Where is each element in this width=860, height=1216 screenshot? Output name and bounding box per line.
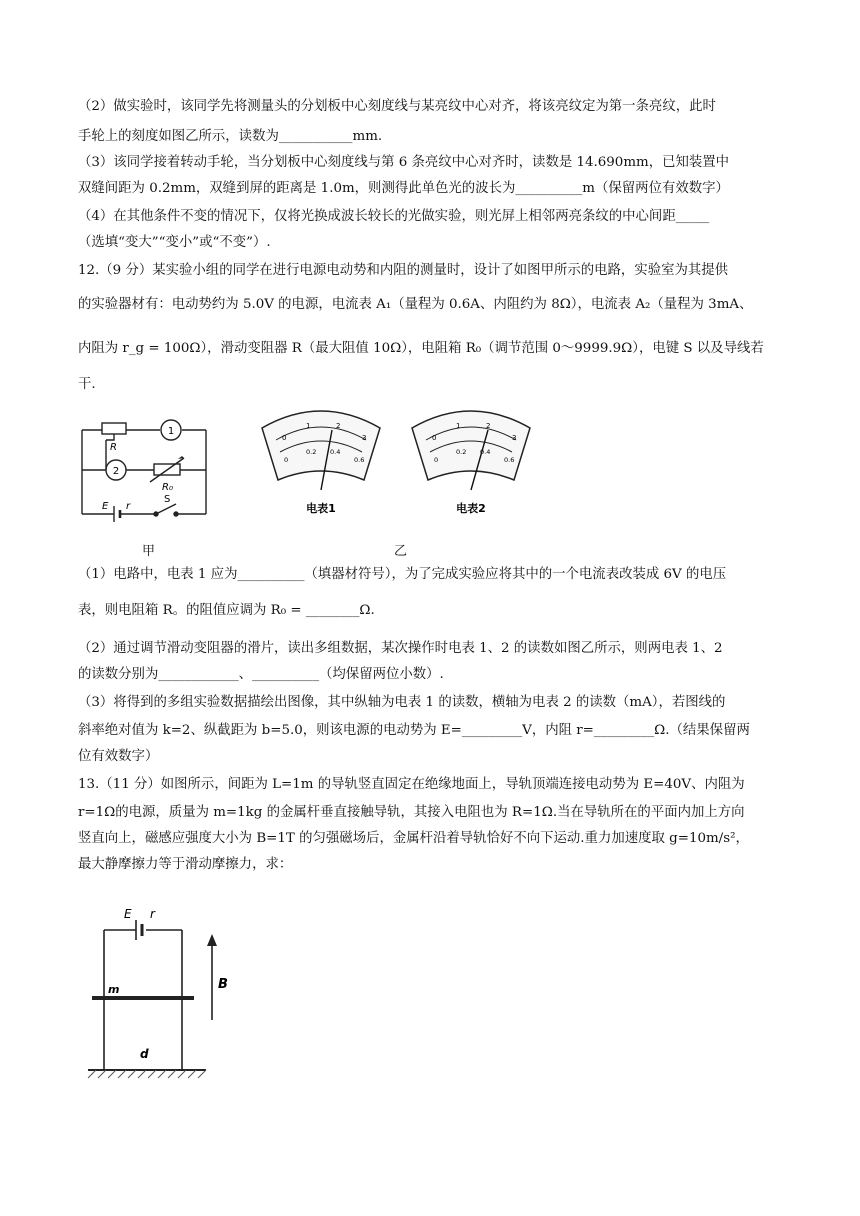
q12-sub2-line2: 的读数分别为____________、__________（均保留两位小数）.: [78, 667, 444, 682]
m2-bot-2: 0.4: [480, 448, 491, 456]
meter-1: [262, 411, 380, 515]
figure-caption-yi: 乙: [394, 544, 408, 559]
meter1-label: 电表1: [306, 502, 336, 515]
q13-label-m: m: [108, 983, 120, 996]
m2-bot-0: 0: [434, 456, 439, 464]
q12-stem-line1: 12.（9 分）某实验小组的同学在进行电源电动势和内阻的测量时，设计了如图甲所示的电路，实验室为其提供: [78, 263, 729, 278]
label-S: S: [164, 494, 171, 505]
m2-bot-3: 0.6: [504, 456, 515, 464]
m1-bot-0: 0: [284, 456, 289, 464]
m1-bot-3: 0.6: [354, 456, 365, 464]
meter2-label: 电表2: [456, 502, 486, 515]
label-E: E: [102, 501, 109, 512]
m2-top-0: 0: [432, 434, 437, 442]
q12-sub2-line1: （2）通过调节滑动变阻器的滑片，读出多组数据，某次操作时电表 1、2 的读数如图乙所示，则两电表 1、2: [78, 641, 723, 656]
q12-stem-line4: 干.: [78, 377, 96, 392]
q13-stem-line2: r=1Ω的电源，质量为 m=1kg 的金属杆垂直接触导轨，其接入电阻也为 R=1Ω.当在导轨所在的平面内加上方向: [78, 805, 745, 820]
m1-bot-2: 0.4: [330, 448, 341, 456]
label-r: r: [126, 501, 131, 512]
m1-top-0: 0: [282, 434, 287, 442]
q11-part2-line2: 手轮上的刻度如图乙所示，读数为___________mm.: [78, 129, 383, 144]
m2-top-3: 3: [512, 434, 517, 442]
q11-part4-line2: （选填“变大”“变小”或“不变”）.: [78, 235, 271, 250]
q12-stem-line3: 内阻为 r_g = 100Ω），滑动变阻器 R（最大阻值 10Ω），电阻箱 R₀（调节范围 0～9999.9Ω），电键 S 以及导线若: [78, 341, 764, 356]
q13-label-r: r: [150, 907, 155, 921]
q11-part3-line2: 双缝间距为 0.2mm，双缝到屏的距离是 1.0m，则测得此单色光的波长为__________m（保留两位有效数字）: [78, 181, 729, 196]
m2-top-1: 1: [456, 422, 461, 430]
b-field-arrow-icon: [207, 934, 217, 946]
q13-label-E: E: [124, 907, 132, 921]
q12-sub3-line1: （3）将得到的多组实验数据描绘出图像，其中纵轴为电表 1 的读数，横轴为电表 2 的读数（mA），若图线的: [78, 695, 726, 710]
ground-hatch: [88, 1070, 206, 1078]
q11-part3-line1: （3）该同学接着转动手轮，当分划板中心刻度线与第 6 条亮纹中心对齐时，读数是 14.690mm，已知装置中: [78, 155, 730, 170]
m1-top-1: 1: [306, 422, 311, 430]
label-R0: R₀: [162, 482, 173, 493]
q13-stem-line1: 13.（11 分）如图所示，间距为 L=1m 的导轨竖直固定在绝缘地面上，导轨顶端连接电动势为 E=40V、内阻为: [78, 777, 745, 792]
q12-sub1-line1: （1）电路中，电表 1 应为__________（填器材符号），为了完成实验应将其中的一个电流表改装成 6V 的电压: [78, 567, 727, 582]
m1-top-3: 3: [362, 434, 367, 442]
q12-sub3-line2: 斜率绝对值为 k=2、纵截距为 b=5.0，则该电源的电动势为 E=_________V，内阻 r=_________Ω.（结果保留两: [78, 723, 750, 738]
q11-part2-line1: （2）做实验时，该同学先将测量头的分划板中心刻度线与某亮纹中心对齐，将该亮纹定为第一条亮纹，此时: [78, 99, 716, 114]
q13-label-B: B: [218, 977, 228, 992]
meter-2: [412, 411, 530, 515]
q12-sub1-line2: 表，则电阻箱 R。的阻值应调为 R₀ = ________Ω.: [78, 603, 375, 618]
m1-top-2: 2: [336, 422, 341, 430]
figure-caption-jia: 甲: [142, 544, 156, 559]
label-meter2: 2: [112, 466, 120, 477]
q13-stem-line3: 竖直向上，磁感应强度大小为 B=1T 的匀强磁场后，金属杆沿着导轨恰好不向下运动.重力加速度取 g=10m/s²，: [78, 831, 749, 846]
m2-top-2: 2: [486, 422, 491, 430]
circuit-diagram: [76, 410, 221, 525]
metal-rod: [92, 996, 194, 1000]
label-R: R: [110, 442, 117, 453]
q12-sub3-line3: 位有效数字）: [78, 749, 159, 764]
rails-diagram: [84, 900, 244, 1085]
q13-stem-line4: 最大静摩擦力等于滑动摩擦力，求：: [78, 857, 293, 872]
q12-stem-line2: 的实验器材有：电动势约为 5.0V 的电源，电流表 A₁（量程为 0.6A、内阻约为 8Ω），电流表 A₂（量程为 3mA、: [78, 297, 753, 312]
label-meter1: 1: [167, 426, 175, 437]
m1-bot-1: 0.2: [306, 448, 317, 456]
q11-part4-line1: （4）在其他条件不变的情况下，仅将光换成波长较长的光做实验，则光屏上相邻两亮条纹的中心间距_____: [78, 209, 710, 224]
meters-figure: [252, 400, 552, 530]
m2-bot-1: 0.2: [456, 448, 467, 456]
q13-label-d: d: [140, 1047, 149, 1061]
